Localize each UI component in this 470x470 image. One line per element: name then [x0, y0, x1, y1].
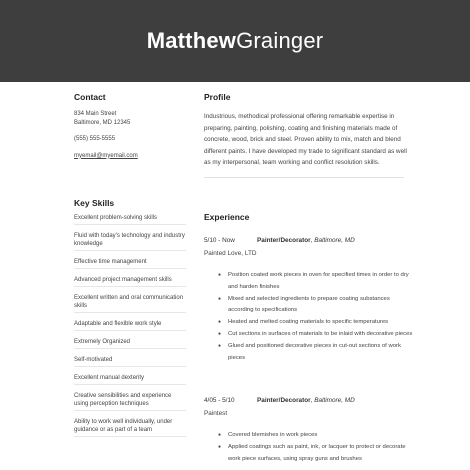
skill-item: Creative sensibilities and experience using perception techniques: [74, 392, 186, 411]
company-name: Painted Love, LTD: [204, 250, 257, 257]
first-name: Matthew: [146, 28, 237, 53]
skill-item: Self-motivated: [74, 356, 186, 367]
job-title: Painter/Decorator: [257, 397, 311, 404]
right-column: [204, 92, 413, 462]
job-location: Baltimore, MD: [314, 237, 355, 244]
profile-heading: Profile: [204, 92, 231, 102]
company-name: Paintest: [204, 410, 228, 417]
spacer: [74, 144, 194, 152]
separator: ,: [310, 237, 315, 244]
job-header: [204, 237, 414, 244]
contact-heading: Contact: [74, 92, 106, 102]
skill-item: Fluid with today's technology and industry knowledge: [74, 232, 186, 251]
section-divider: [204, 177, 404, 178]
skill-item: Ability to work well individually, under guidance or as part of a team: [74, 418, 186, 437]
job-title: Painter/Decorator: [257, 237, 311, 244]
skills-heading: Key Skills: [74, 198, 115, 208]
email-link[interactable]: myemail@myemail.com: [74, 152, 138, 159]
job-header: [204, 397, 414, 404]
job-duties: [204, 430, 414, 465]
skill-item: Advanced project management skills: [74, 276, 186, 287]
left-column: [74, 92, 194, 433]
experience-heading: Experience: [204, 212, 250, 222]
skill-item: Excellent manual dexterity: [74, 374, 186, 385]
job-entry: [204, 397, 414, 465]
job-entry: [204, 237, 414, 364]
resume-header: [0, 0, 470, 82]
last-name: Grainger: [236, 28, 324, 53]
candidate-name: [147, 28, 324, 54]
address-line-2: Baltimore, MD 12345: [74, 119, 131, 126]
job-dates: 5/10 - Now: [204, 237, 235, 244]
duty-item: ● Applied coatings such as paint, ink, or lacquer to protect or decorate work piece surfaces, using spray guns and brushes: [218, 442, 414, 466]
duty-item: ● Mixed and selected ingredients to prepare coating substances according to specifications: [218, 294, 414, 318]
phone-number: (555) 555-5555: [74, 136, 116, 142]
job-location: Baltimore, MD: [314, 397, 355, 404]
skill-item: Excellent written and oral communication skills: [74, 294, 186, 313]
profile-summary: Industrious, methodical professional offering remarkable expertise in preparing, painting, polishing, coating and finishing materials made of concrete, wood, brick and steel. Proven ability to mix, match and blend different paints. I have developed my trade to significant standard as well as my interpersonal, team working and conflict resolution skills.: [204, 113, 407, 166]
spacer: [74, 127, 194, 135]
skills-list: [74, 214, 186, 444]
duty-item: ● Covered blemishes in work pieces: [218, 430, 414, 442]
skill-item: Adaptable and flexible work style: [74, 320, 186, 331]
skill-item: Excellent problem-solving skills: [74, 214, 186, 225]
duty-item: ● Glued and positioned decorative pieces in cut-out sections of work pieces: [218, 341, 414, 365]
duty-item: ● Position coated work pieces in oven for specified times in order to dry and harden finishes: [218, 270, 414, 294]
skill-item: Extremely Organized: [74, 338, 186, 349]
skill-item: Effective time management: [74, 258, 186, 269]
contact-details: [74, 110, 194, 160]
separator: ,: [310, 397, 315, 404]
duty-item: ● Cut sections in surfaces of materials to be inlaid with decorative pieces: [218, 329, 414, 341]
address-line-1: 834 Main Street: [74, 111, 117, 117]
job-duties: [204, 270, 414, 364]
job-dates: 4/05 - 5/10: [204, 397, 235, 404]
duty-item: ● Heated and melted coating materials to specific temperatures: [218, 317, 414, 329]
